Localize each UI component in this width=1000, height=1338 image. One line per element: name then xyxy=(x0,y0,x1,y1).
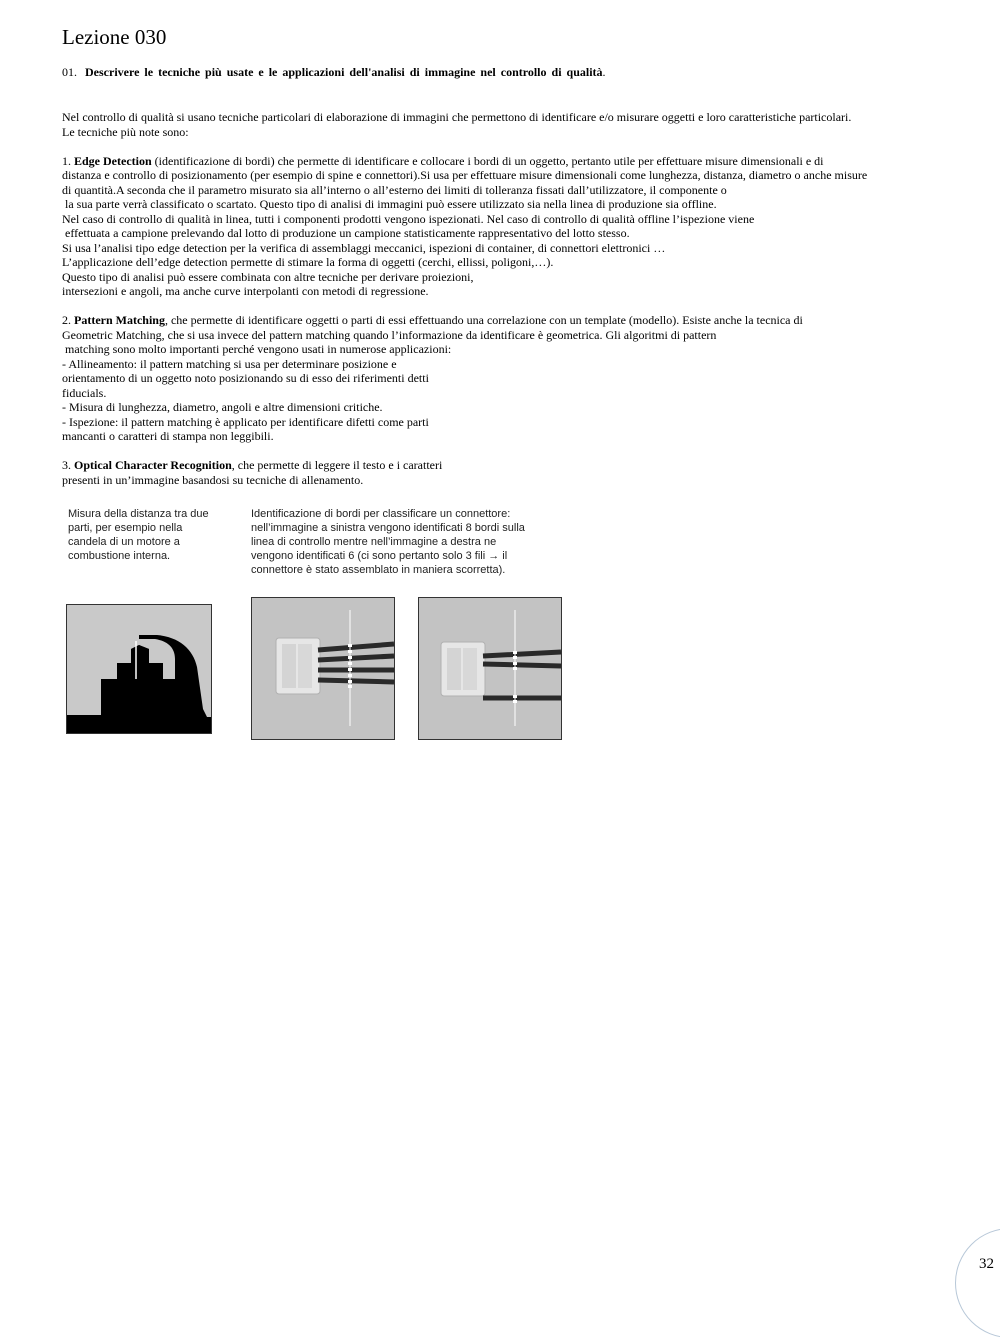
connector-incorrect-image xyxy=(418,597,562,740)
question-heading xyxy=(62,65,606,80)
caption-line: Misura della distanza tra due xyxy=(68,508,209,520)
edge-detection-term: Edge Detection xyxy=(74,153,152,168)
ocr-first-line: , che permette di leggere il testo e i caratteri xyxy=(231,458,443,472)
pattern-matching-first-line: , che permette di identificare oggetti o parti di essi effettuando una correlazione con un template (modello). Esiste anche la tecnica di xyxy=(164,313,803,327)
edge-detection-line: L’applicazione dell’edge detection permette di stimare la forma di oggetti (cerchi, ellissi, poligoni,…). xyxy=(62,255,554,269)
caption-line: vengono identificati 6 (ci sono pertanto solo 3 fili → il xyxy=(251,550,508,562)
figure-caption-left xyxy=(68,507,209,563)
pattern-matching-line: mancanti o caratteri di stampa non leggibili. xyxy=(62,429,274,443)
blank-line xyxy=(62,299,962,314)
question-number: 01. xyxy=(62,65,77,79)
pattern-matching-line: Geometric Matching, che si usa invece del pattern matching quando l’informazione da identificare è geometrica. Gli algoritmi di pattern xyxy=(62,327,717,342)
question-text: Descrivere le tecniche più usate e le applicazioni dell'analisi di immagine nel controllo di qualità xyxy=(85,65,603,79)
pattern-matching-line: fiducials. xyxy=(62,385,107,400)
pattern-matching-line: - Ispezione: il pattern matching è applicato per identificare difetti come parti xyxy=(62,414,429,429)
caption-line: linea di controllo mentre nell’immagine a destra ne xyxy=(251,536,497,548)
edge-detection-line: Si usa l’analisi tipo edge detection per la verifica di assemblaggi meccanici, ispezioni di container, di connettori elettronici … xyxy=(62,240,666,255)
edge-detection-line: distanza e controllo di posizionamento (per esempio di spine e connettori).Si usa per effettuare misure dimensionali come lunghezza, distanza, diametro o anche misure xyxy=(62,168,868,182)
spark-plug-image xyxy=(66,604,212,734)
edge-detection-line: Nel caso di controllo di qualità in linea, tutti i componenti prodotti vengono ispezionati. Nel caso di controllo di qualità offline l’ispezione viene xyxy=(62,211,755,226)
caption-line: parti, per esempio nella xyxy=(68,522,183,534)
intro-line: Le tecniche più note sono: xyxy=(62,124,189,139)
edge-detection-line: di quantità.A seconda che il parametro misurato sia all’interno o all’esterno dei limiti di tolleranza fissati dall’utilizzatore, il componente o xyxy=(62,182,727,197)
edge-detection-first-line: (identificazione di bordi) che permette di identificare e collocare i bordi di un oggetto, pertanto utile per effettuare misure dimensionali e di xyxy=(151,153,824,168)
lesson-body xyxy=(62,110,962,487)
caption-line: combustione interna. xyxy=(68,550,171,562)
edge-detection-line: intersezioni e angoli, ma anche curve interpolanti con metodi di regressione. xyxy=(62,284,429,298)
edge-detection-line: Questo tipo di analisi può essere combinata con altre tecniche per derivare proiezioni, xyxy=(62,269,474,284)
edge-detection-line: effettuata a campione prelevando dal lotto di produzione un campione statisticamente rappresentativo del lotto stesso. xyxy=(62,226,630,240)
pattern-matching-line: orientamento di un oggetto noto posizionando su di esso dei riferimenti detti xyxy=(62,371,429,385)
blank-line xyxy=(62,444,962,459)
page-title: Lezione 030 xyxy=(62,25,167,49)
ocr-line: presenti in un’immagine basandosi su tecniche di allenamento. xyxy=(62,472,364,487)
list-number: 2. xyxy=(62,313,74,327)
caption-line: candela di un motore a xyxy=(68,536,180,548)
edge-detection-line: la sua parte verrà classificato o scartato. Questo tipo di analisi di immagini può essere utilizzato sia nella linea di produzione sia offline. xyxy=(62,197,717,211)
pattern-matching-line: - Allineamento: il pattern matching si usa per determinare posizione e xyxy=(62,356,397,371)
connector-correct-image xyxy=(251,597,395,740)
caption-line: connettore è stato assemblato in maniera scorretta). xyxy=(251,564,506,576)
list-number: 3. xyxy=(62,458,74,472)
page-corner-decoration xyxy=(955,1228,1000,1338)
question-end: . xyxy=(602,65,606,79)
caption-line: Identificazione di bordi per classificare un connettore: xyxy=(251,508,511,520)
intro-line: Nel controllo di qualità si usano tecniche particolari di elaborazione di immagini che permettono di identificare e/o misurare oggetti e loro caratteristiche particolari. xyxy=(62,110,852,124)
edge-detection-heading xyxy=(62,154,962,169)
pattern-matching-term: Pattern Matching xyxy=(74,313,165,327)
blank-line xyxy=(62,139,962,154)
ocr-heading xyxy=(62,458,962,473)
pattern-matching-line: matching sono molto importanti perché vengono usati in numerose applicazioni: xyxy=(62,342,452,356)
pattern-matching-heading xyxy=(62,313,962,328)
pattern-matching-line: - Misura di lunghezza, diametro, angoli e altre dimensioni critiche. xyxy=(62,400,383,414)
figure-caption-right xyxy=(251,507,525,577)
ocr-term: Optical Character Recognition xyxy=(74,458,232,472)
caption-line: nell’immagine a sinistra vengono identificati 8 bordi sulla xyxy=(251,522,525,534)
list-number: 1. xyxy=(62,153,74,168)
page-number: 32 xyxy=(979,1256,994,1272)
